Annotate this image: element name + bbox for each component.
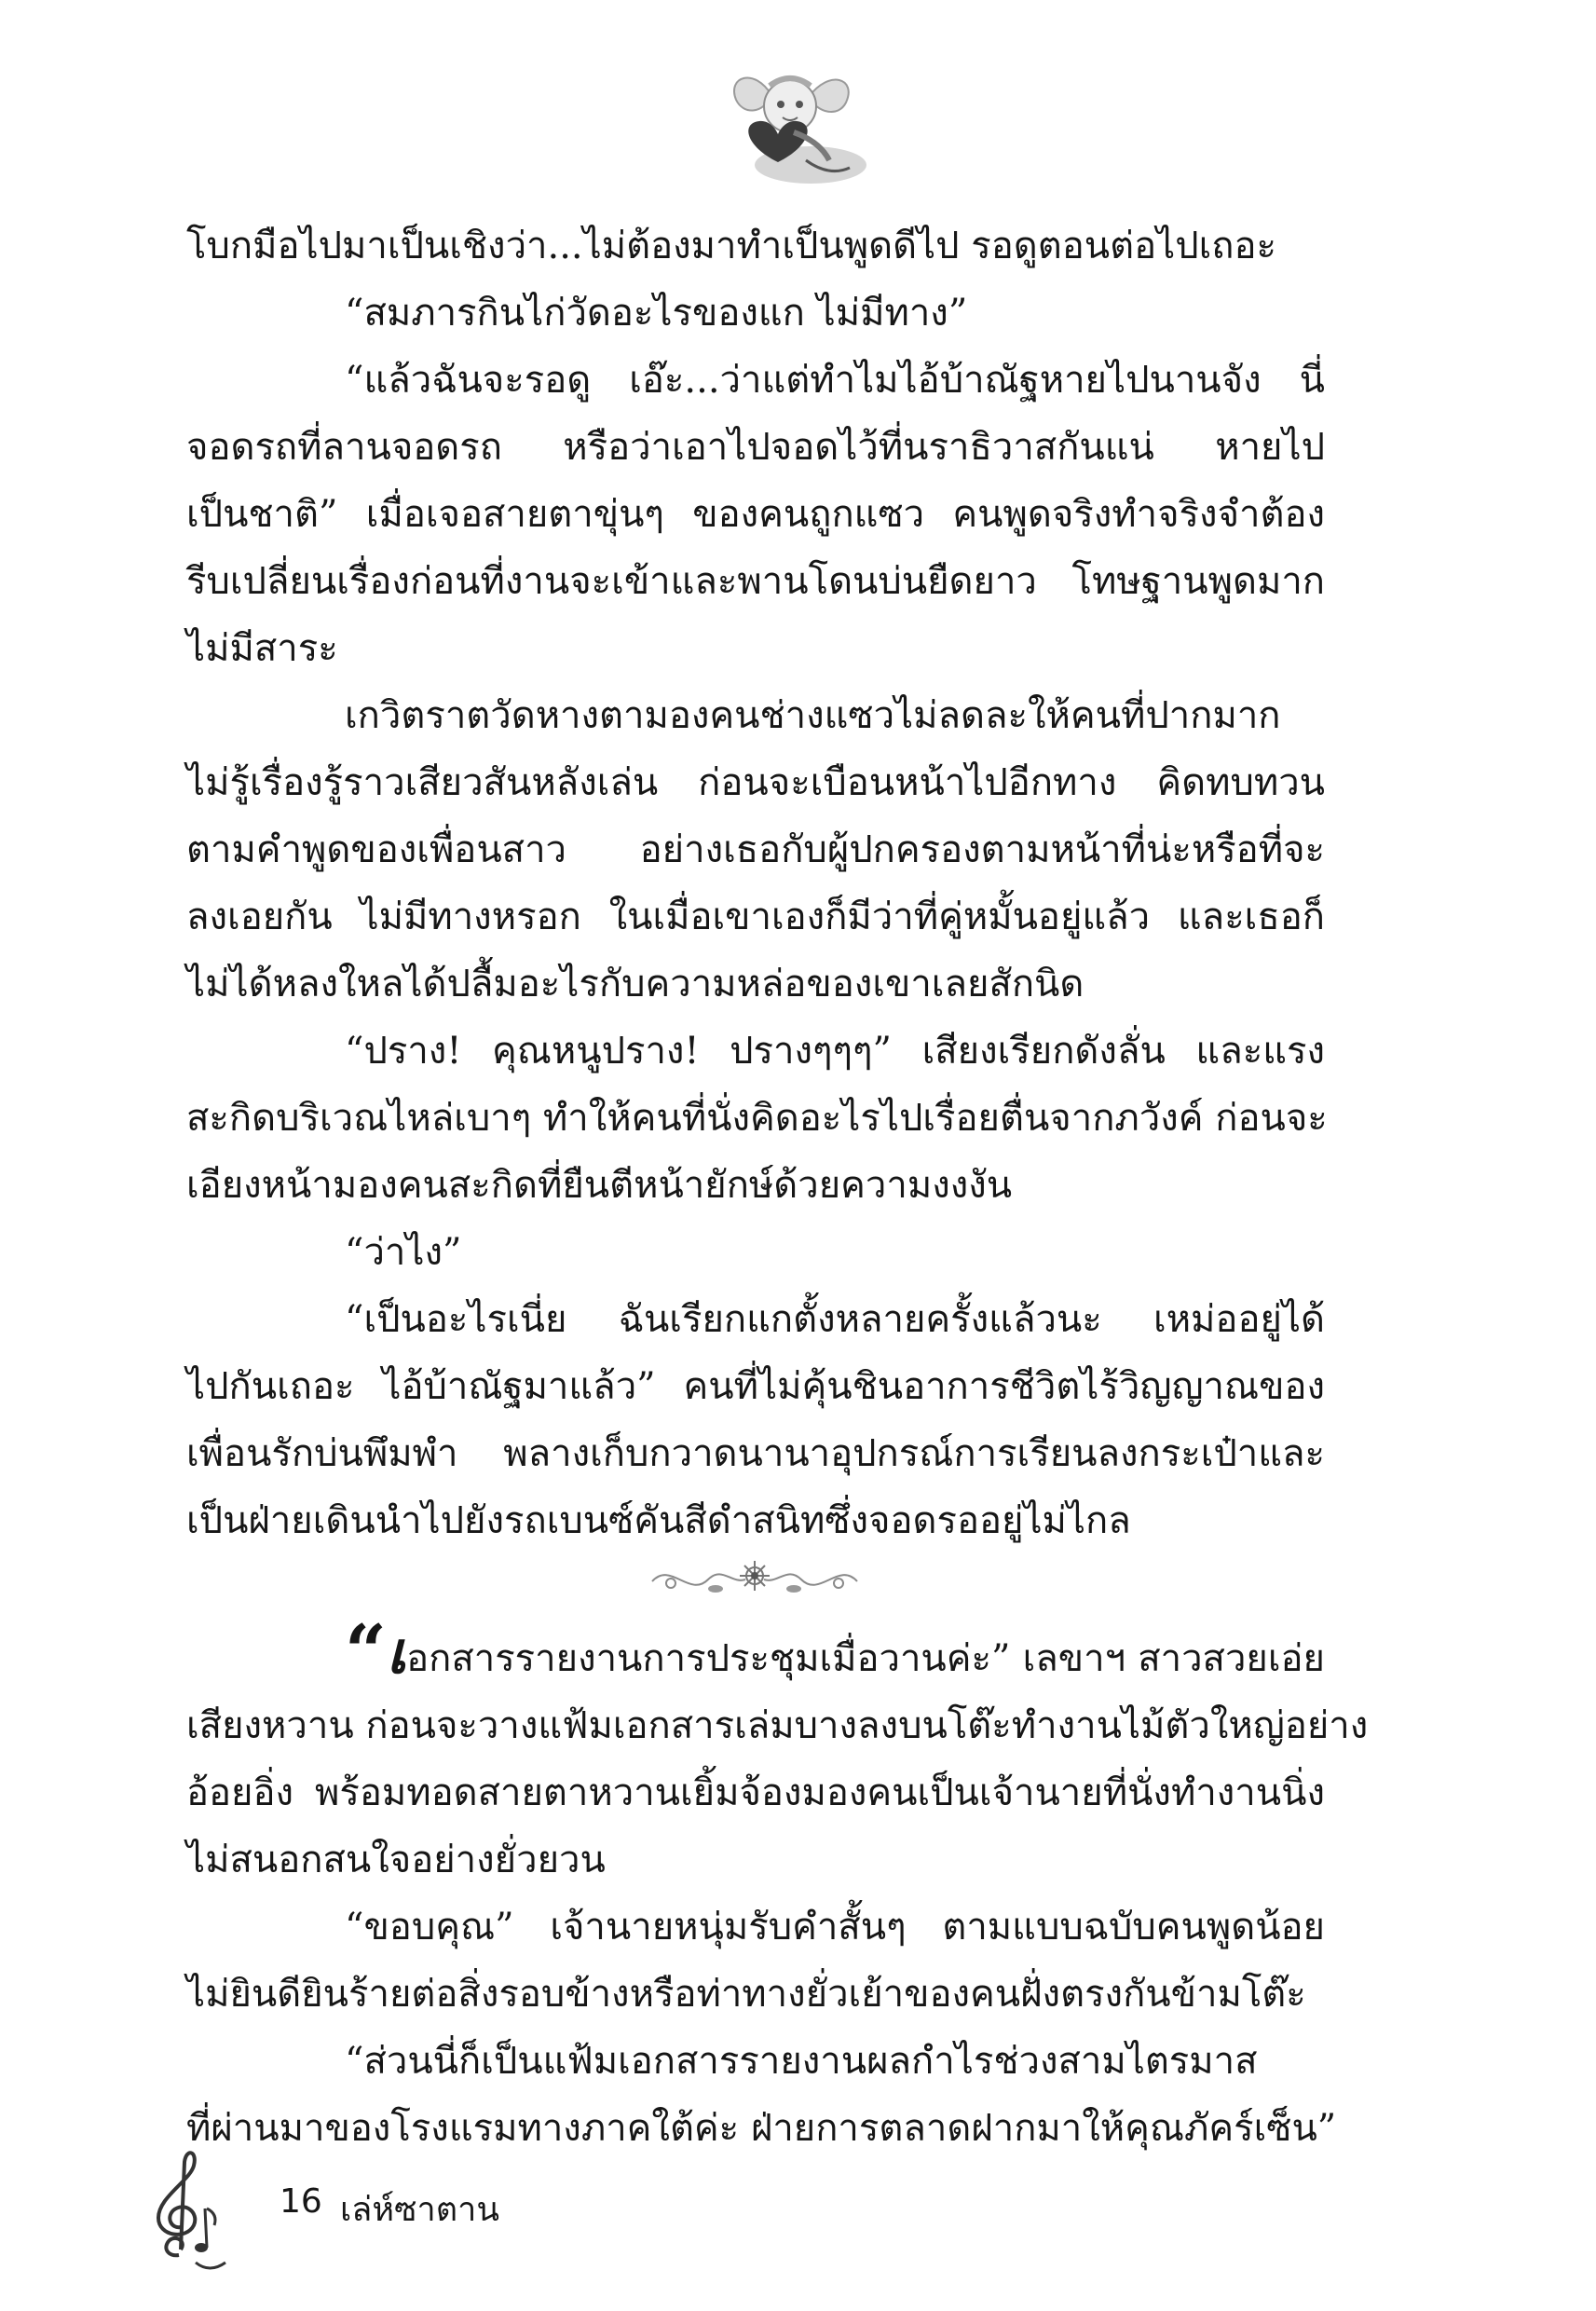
paragraph-line: “ขอบคุณ” เจ้านายหนุ่มรับคำสั้นๆ ตามแบบฉบับคนพูดน้อย [345,1906,1325,1949]
paragraph-line: ไม่มีสาระ [186,627,338,670]
paragraph-line: จอดรถที่ลานจอดรถ หรือว่าเอาไปจอดไว้ที่นราธิวาสกันแน่ หายไป [186,426,1325,469]
paragraph-line: ที่ผ่านมาของโรงแรมทางภาคใต้ค่ะ ฝ่ายการตลาดฝากมาให้คุณภัคร์เซ็น” [186,2107,1337,2150]
paragraph-line: “ว่าไง” [345,1231,462,1274]
floral-divider-icon [643,1552,866,1607]
paragraph-line: อ้อยอิ่ง พร้อมทอดสายตาหวานเยิ้มจ้องมองคนเป็นเจ้านายที่นั่งทำงานนิ่ง [186,1771,1325,1814]
section-2-paragraphs [186,1894,1337,2162]
drop-cap-quote: “ [345,1609,387,1694]
paragraph-line: “สมภารกินไก่วัดอะไรของแก ไม่มีทาง” [345,292,968,335]
treble-clef-icon [140,2143,233,2274]
first-paragraph-continuation [186,1692,1369,1894]
running-title: เล่ห์ซาตาน [340,2191,499,2229]
page-number: 16 [280,2182,322,2221]
paragraph-line: ลงเอยกัน ไม่มีทางหรอก ในเมื่อเขาเองก็มีว่าที่คู่หมั้นอยู่แล้ว และเธอก็ [186,896,1325,938]
body-text [186,212,1328,1554]
paragraph-line: โบกมือไปมาเป็นเชิงว่า...ไม่ต้องมาทำเป็นพูดดีไป รอดูตอนต่อไปเถอะ [186,225,1276,267]
first-line-text: อกสารรายงานการประชุมเมื่อวานค่ะ” เลขาฯ สาวสวยเอ่ย [406,1637,1325,1680]
paragraph-line: ไม่ยินดียินร้ายต่อสิ่งรอบข้างหรือท่าทางยั่วเย้าของคนฝั่งตรงกันข้ามโต๊ะ [186,1973,1306,2016]
paragraph-line: ตามคำพูดของเพื่อนสาว อย่างเธอกับผู้ปกครองตามหน้าที่น่ะหรือที่จะ [186,828,1325,871]
drop-cap [345,1609,407,1694]
paragraph-line: “แล้วฉันจะรอดู เอ๊ะ...ว่าแต่ทำไมไอ้บ้าณัฐหายไปนานจัง นี่ [345,359,1325,402]
paragraph-line: เป็นชาติ” เมื่อเจอสายตาขุ่นๆ ของคนถูกแซว คนพูดจริงทำจริงจำต้อง [186,493,1325,536]
paragraph-line: เอียงหน้ามองคนสะกิดที่ยืนตีหน้ายักษ์ด้วยความงงงัน [186,1164,1013,1207]
paragraph-line: “ปราง! คุณหนูปราง! ปรางๆๆๆ” เสียงเรียกดังลั่น และแรง [345,1030,1325,1073]
paragraph-line: “เป็นอะไรเนี่ย ฉันเรียกแกตั้งหลายครั้งแล้วนะ เหม่ออยู่ได้ [345,1298,1325,1341]
paragraph-line: เพื่อนรักบ่นพึมพำ พลางเก็บกวาดนานาอุปกรณ์การเรียนลงกระเป๋าและ [186,1432,1325,1475]
paragraph-line: ไปกันเถอะ ไอ้บ้าณัฐมาแล้ว” คนที่ไม่คุ้นชินอาการชีวิตไร้วิญญาณของ [186,1365,1325,1408]
paragraph-line: รีบเปลี่ยนเรื่องก่อนที่งานจะเข้าและพานโดนบ่นยืดยาว โทษฐานพูดมาก [186,560,1325,603]
paragraph-line: “ส่วนนี่ก็เป็นแฟ้มเอกสารรายงานผลกำไรช่วงสามไตรมาส [345,2040,1258,2083]
cupid-heart-icon [689,58,876,198]
paragraph-line: สะกิดบริเวณไหล่เบาๆ ทำให้คนที่นั่งคิดอะไรไปเรื่อยตื่นจากภวังค์ ก่อนจะ [186,1097,1328,1140]
paragraph-line: ไม่สนอกสนใจอย่างยั่วยวน [186,1839,606,1881]
dropcap-paragraph-line [186,1609,1325,1694]
section-2-text [186,1609,1369,2162]
page-footer [140,2143,606,2274]
paragraph-line: เป็นฝ่ายเดินนำไปยังรถเบนซ์คันสีดำสนิทซึ่งจอดรออยู่ไม่ไกล [186,1499,1131,1542]
paragraph-line: เสียงหวาน ก่อนจะวางแฟ้มเอกสารเล่มบางลงบนโต๊ะทำงานไม้ตัวใหญ่อย่าง [186,1704,1369,1747]
drop-cap-letter: เ [386,1619,407,1687]
paragraph-line: เกวิตราตวัดหางตามองคนช่างแซวไม่ลดละให้คนที่ปากมาก [345,694,1281,737]
paragraph-line: ไม่ได้หลงใหลได้ปลื้มอะไรกับความหล่อของเขาเลยสักนิด [186,963,1084,1005]
paragraph-line: ไม่รู้เรื่องรู้ราวเสียวสันหลังเล่น ก่อนจะเบือนหน้าไปอีกทาง คิดทบทวน [186,761,1325,804]
